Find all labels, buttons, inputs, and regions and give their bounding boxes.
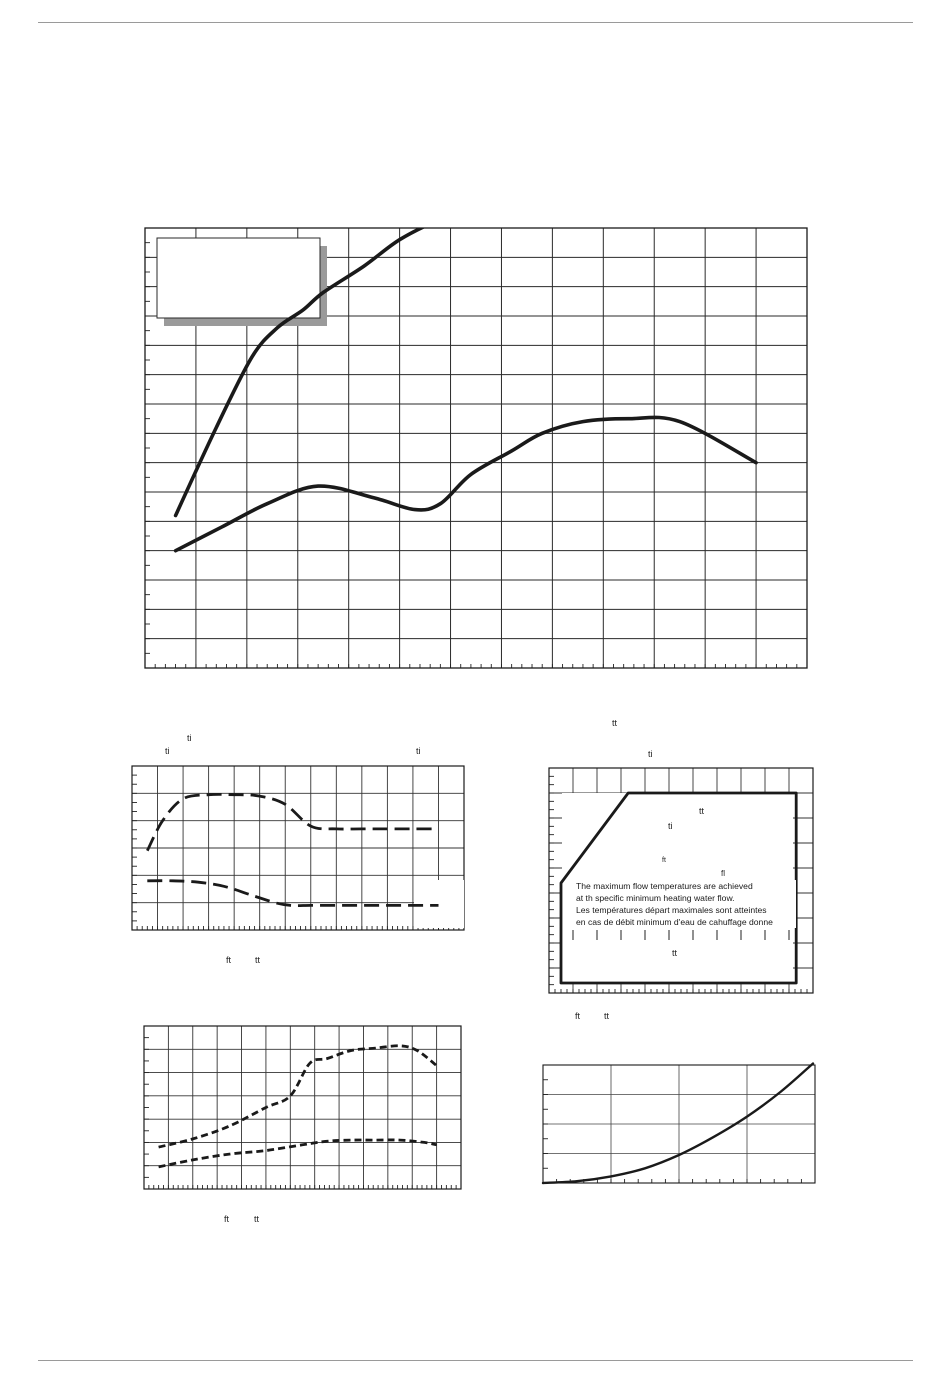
note-line-1: The maximum flow temperatures are achieved: [576, 881, 753, 891]
chart3-footer-ft: ft: [575, 1011, 581, 1021]
chart3-label-ti: ti: [648, 749, 653, 759]
chart3-inner-tt2: tt: [672, 948, 678, 958]
chart2-label-a: ti: [187, 733, 192, 743]
note-line-4: en cas de débit minimum d'eau de cahuffage donne: [576, 917, 773, 927]
chart3-inner-fl: fl: [721, 869, 725, 878]
chart3-label-tt: tt: [612, 718, 618, 728]
chart3-inner-ft: ft: [662, 857, 666, 864]
chart2-label-c: ti: [416, 746, 421, 756]
chart3-footer-tt: tt: [604, 1011, 610, 1021]
chart4-footer-tt: tt: [254, 1214, 260, 1224]
chart3-inner-tt: tt: [699, 806, 705, 816]
chart2-label-b: ti: [165, 746, 170, 756]
note-line-2: at th specific minimum heating water flow.: [576, 893, 735, 903]
chart5-series-line-1: [543, 1064, 813, 1184]
chart2-footer-tt: tt: [255, 955, 261, 965]
note-line-3: Les températures départ maximales sont atteintes: [576, 905, 767, 915]
chart2-footer-ft: ft: [226, 955, 232, 965]
chart3-inner-ti: ti: [668, 821, 673, 831]
chart4-footer-ft: ft: [224, 1214, 230, 1224]
